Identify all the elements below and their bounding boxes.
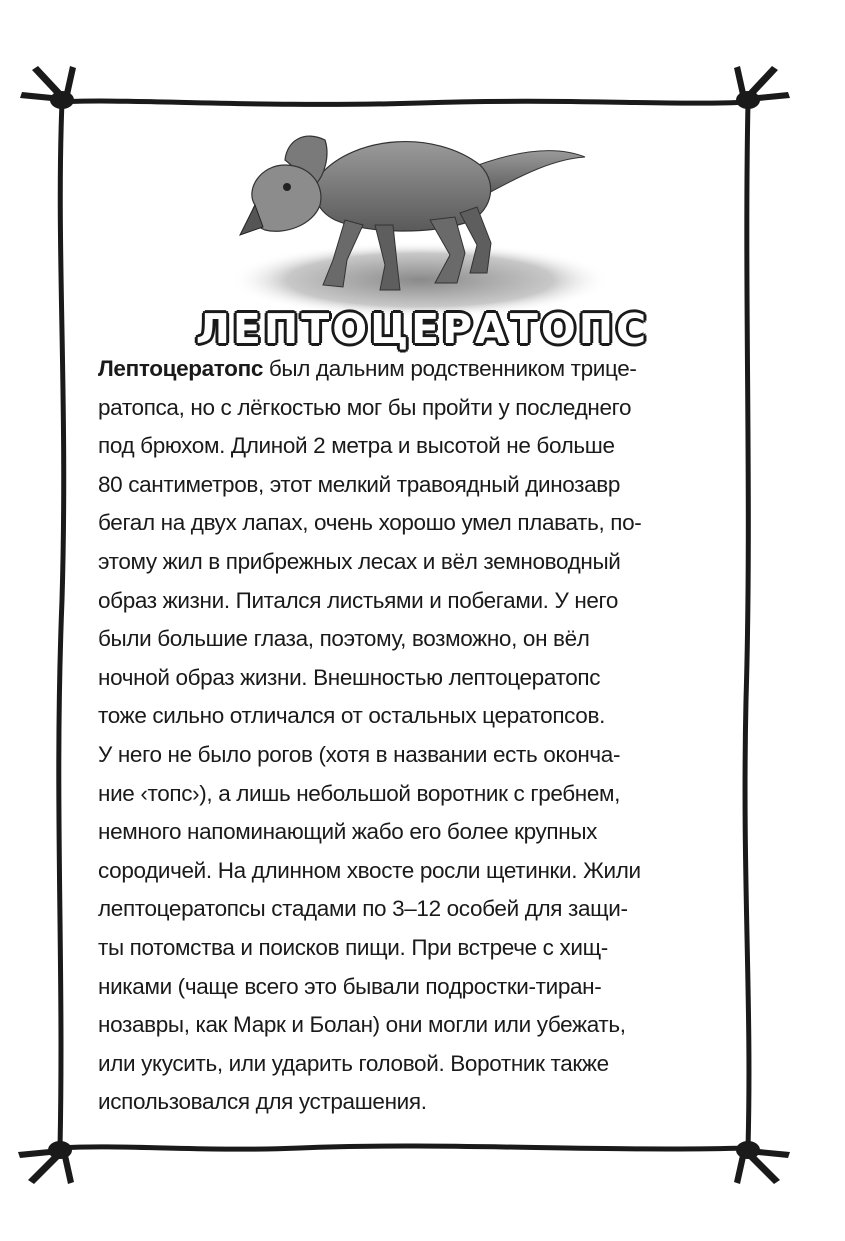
text-line: Лептоцератопс был дальним родственником трице- xyxy=(98,356,637,381)
lead-term: Лептоцератопс xyxy=(98,356,263,381)
text-line: немного напоминающий жабо его более крупных xyxy=(98,819,598,845)
text-line: 80 сантиметров, этот мелкий травоядный динозавр xyxy=(98,471,621,497)
text-line: бегал на двух лапах, очень хорошо умел плавать, по- xyxy=(98,510,642,536)
text-line: ночной образ жизни. Внешностью лептоцератопс xyxy=(98,664,601,690)
footprint-icon-top-right xyxy=(734,66,790,109)
text-line: ты потомства и поисков пищи. При встрече с хищ- xyxy=(98,934,608,960)
text-line: образ жизни. Питался листьями и побегами. У него xyxy=(98,587,619,613)
text-line: У него не было рогов (хотя в названии есть оконча- xyxy=(98,741,621,767)
text-line: или укусить, или ударить головой. Воротник также xyxy=(98,1050,609,1076)
text-line: тоже сильно отличался от остальных цератопсов. xyxy=(98,703,605,729)
article-title: ЛЕПТОЦЕРАТОПС xyxy=(195,305,650,353)
text-line: этому жил в прибрежных лесах и вёл земноводный xyxy=(98,548,621,574)
leptoceratops-illustration xyxy=(225,95,615,325)
text-line: нозавры, как Марк и Болан) они могли или убежать, xyxy=(98,1012,626,1038)
article-body xyxy=(98,350,718,1122)
text-line: ние ‹топс›), а лишь небольшой воротник с гребнем, xyxy=(98,780,621,806)
text-line: использовался для устрашения. xyxy=(98,1089,427,1115)
text-line: под брюхом. Длиной 2 метра и высотой не больше xyxy=(98,433,615,459)
text-line: лептоцератопсы стадами по 3–12 особей для защи- xyxy=(98,896,628,922)
footprint-icon-bottom-right xyxy=(734,1141,790,1184)
text-line: сородичей. На длинном хвосте росли щетинки. Жили xyxy=(98,857,641,883)
text-line: никами (чаще всего это бывали подростки-тиран- xyxy=(98,973,602,999)
text-line: были большие глаза, поэтому, возможно, он вёл xyxy=(98,626,590,652)
footprint-icon-top-left xyxy=(20,66,76,109)
footprint-icon-bottom-left xyxy=(18,1141,74,1184)
text-line: ратопса, но с лёгкостью мог бы пройти у последнего xyxy=(98,394,632,420)
